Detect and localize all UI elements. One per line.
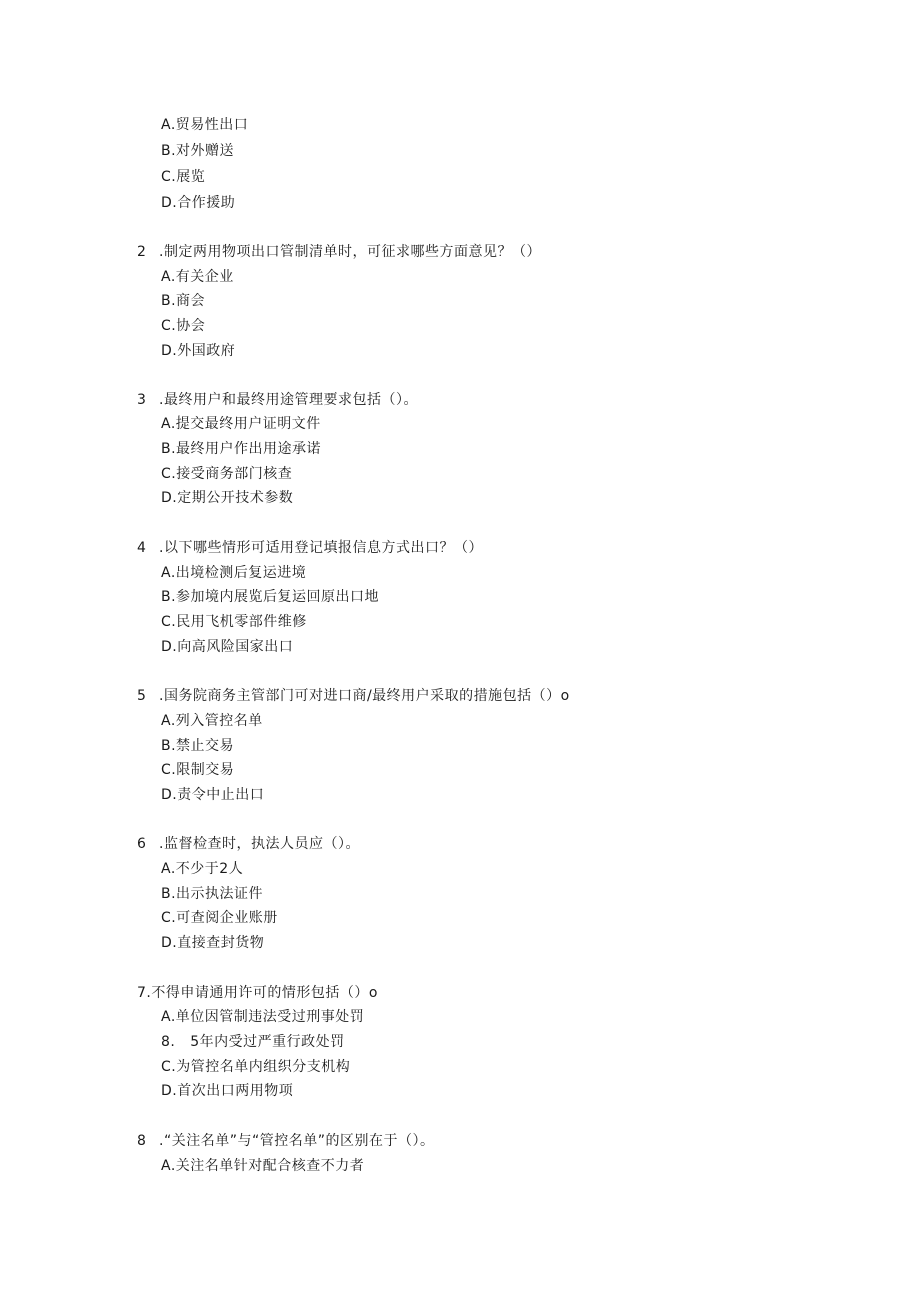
option-text: B.禁止交易 — [161, 738, 235, 754]
question-text: 7.不得申请通用许可的情形包括（）o — [137, 985, 378, 1001]
option-text: B.商会 — [161, 293, 206, 309]
question-8 — [137, 1132, 434, 1150]
question-number: 3 — [137, 392, 147, 408]
question-text: .制定两用物项出口管制清单时，可征求哪些方面意见？（） — [159, 244, 541, 260]
option-text: D.外国政府 — [161, 343, 236, 359]
option-text: D.直接查封货物 — [161, 935, 265, 951]
option-text: C.展览 — [161, 169, 206, 185]
option-text: C.限制交易 — [161, 762, 235, 778]
question-number: 5 — [137, 688, 147, 704]
option-text: B.对外赠送 — [161, 143, 235, 159]
option-text: D.首次出口两用物项 — [161, 1083, 294, 1099]
option-text: A.出境检测后复运进境 — [161, 565, 307, 581]
option-text: A.提交最终用户证明文件 — [161, 416, 321, 432]
option-text: D.向高风险国家出口 — [161, 639, 294, 655]
option-text: A.贸易性出口 — [161, 117, 249, 133]
option-text: A.单位因管制违法受过刑事处罚 — [161, 1009, 365, 1025]
question-5 — [137, 687, 570, 705]
option-text: B.出示执法证件 — [161, 886, 264, 902]
option-text: A.关注名单针对配合核查不力者 — [161, 1158, 365, 1174]
question-4 — [137, 539, 483, 557]
question-text: .国务院商务主管部门可对进口商/最终用户采取的措施包括（）o — [159, 688, 570, 704]
question-number: 2 — [137, 244, 147, 260]
option-text: D.合作援助 — [161, 195, 236, 211]
question-3 — [137, 391, 418, 409]
option-text: 8. 5年内受过严重行政处罚 — [161, 1034, 345, 1050]
question-2 — [137, 243, 541, 261]
question-7 — [137, 984, 378, 1002]
option-text: A.列入管控名单 — [161, 713, 263, 729]
option-text: C.民用飞机零部件维修 — [161, 614, 307, 630]
option-text: D.定期公开技术参数 — [161, 490, 294, 506]
question-number: 4 — [137, 540, 147, 556]
option-text: B.参加境内展览后复运回原出口地 — [161, 589, 380, 605]
question-text: .“关注名单”与“管控名单”的区别在于（）。 — [159, 1133, 435, 1149]
option-text: C.接受商务部门核查 — [161, 466, 293, 482]
question-number: 6 — [137, 836, 147, 852]
option-text: C.可查阅企业账册 — [161, 910, 278, 926]
question-number: 8 — [137, 1133, 147, 1149]
option-text: A.有关企业 — [161, 269, 234, 285]
option-text: D.责令中止出口 — [161, 787, 265, 803]
question-text: .以下哪些情形可适用登记填报信息方式出口？（） — [159, 540, 483, 556]
option-text: B.最终用户作出用途承诺 — [161, 441, 322, 457]
option-text: C.为管控名单内组织分支机构 — [161, 1059, 351, 1075]
question-6 — [137, 835, 360, 853]
question-text: .最终用户和最终用途管理要求包括（）。 — [159, 392, 418, 408]
option-text: C.协会 — [161, 318, 206, 334]
option-text: A.不少于2人 — [161, 861, 244, 877]
question-text: .监督检查时，执法人员应（）。 — [159, 836, 360, 852]
